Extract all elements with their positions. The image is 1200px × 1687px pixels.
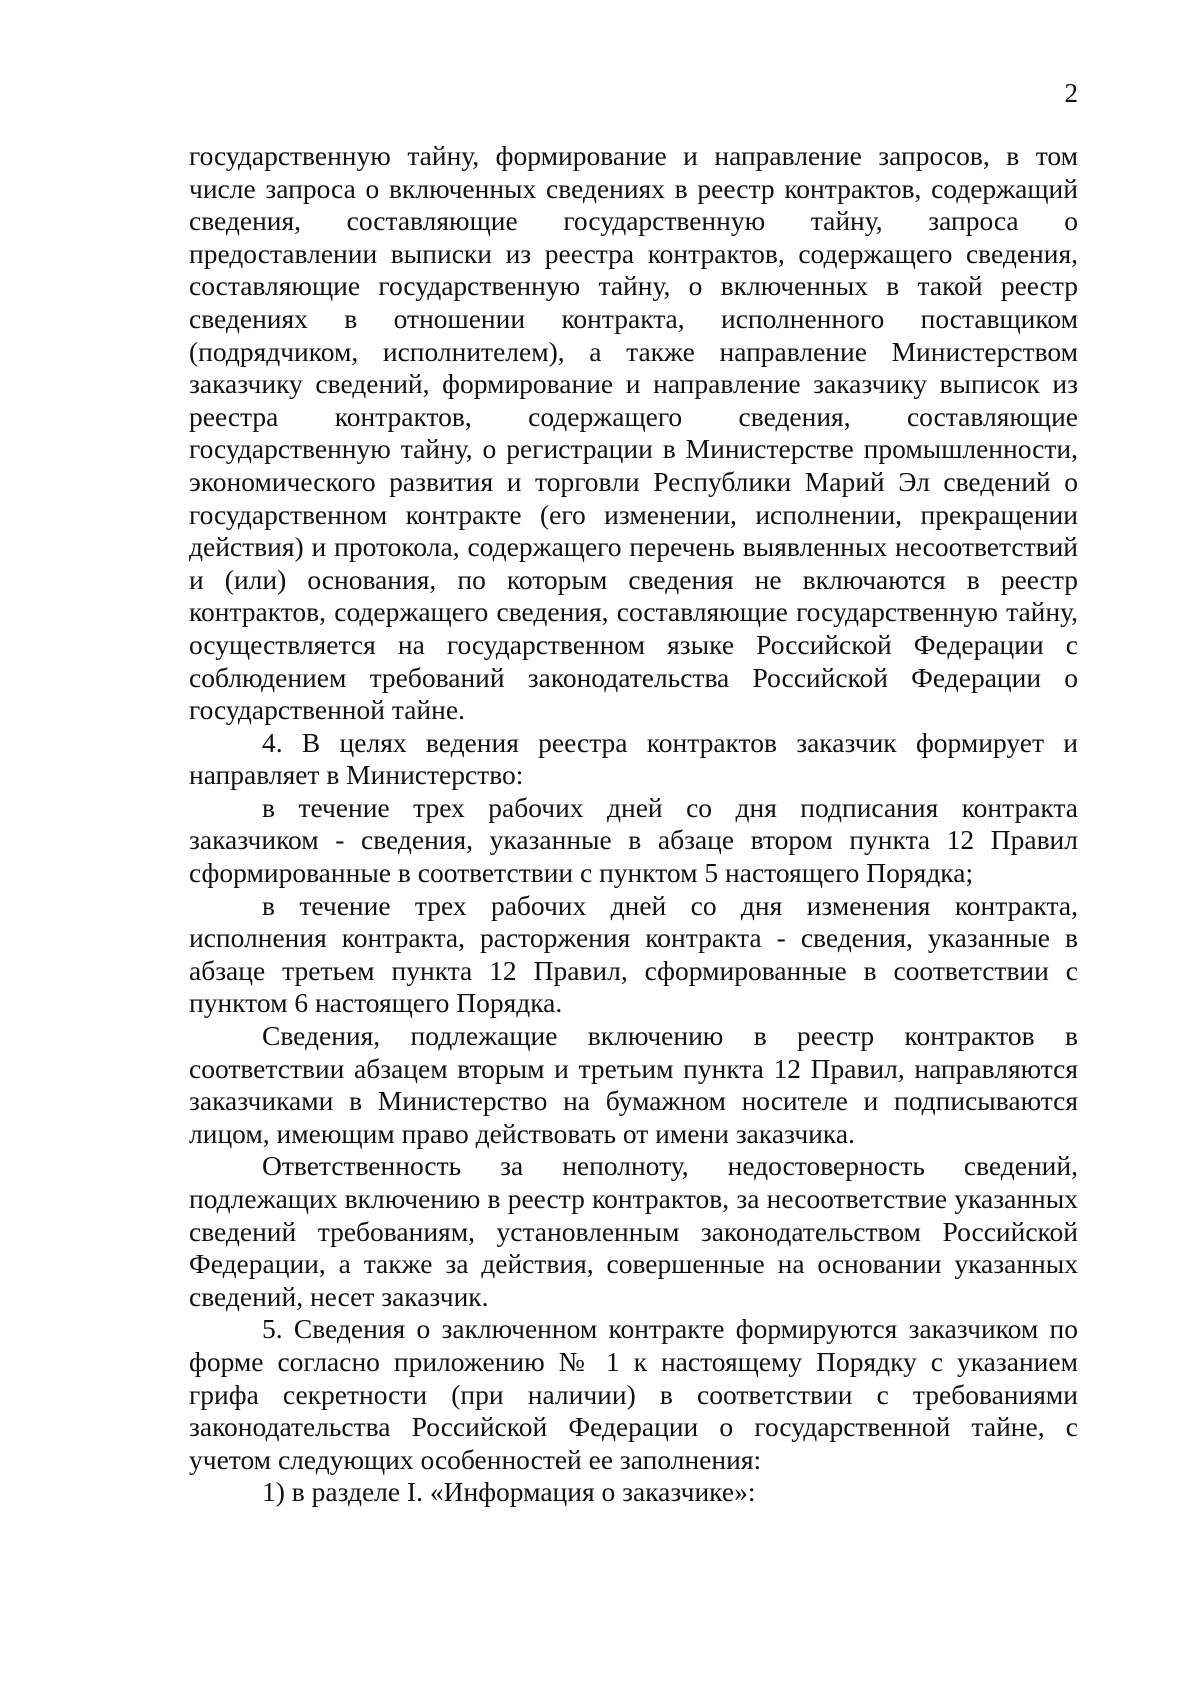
- paragraph-item-4: 4. В целях ведения реестра контрактов заказчик формирует и направляет в Министерство:: [189, 726, 1078, 791]
- paragraph-paper-submission: Сведения, подлежащие включению в реестр контрактов в соответствии абзацем вторым и третьим пункта 12 Правил, направляются заказчиками в Министерство на бумажном носителе и подписываются лицом, имеющим право действовать от имени заказчика.: [189, 1020, 1078, 1149]
- paragraph-section-1-heading: 1) в разделе I. «Информация о заказчике»:: [262, 1476, 756, 1508]
- paragraph-state-secret-requests: государственную тайну, формирование и направление запросов, в том числе запроса о включенных сведениях в реестр контрактов, содержащий сведения, составляющие государственную тайну, запроса о предоставлении выписки из реестра контрактов, содержащего сведения, составляющие государственную тайну, о включенных в такой реестр сведениях в отношении контракта, исполненного поставщиком (подрядчиком, исполнителем), а также направление Министерством заказчику сведений, формирование и направление заказчику выписок из реестра контрактов, содержащего сведения, составляющие государственную тайну, о регистрации в Министерстве промышленности, экономического развития и торговли Республики Марий Эл сведений о государственном контракте (его изменении, исполнении, прекращении действия) и протокола, содержащего перечень выявленных несоответствий и (или) основания, по которым сведения не включаются в реестр контрактов, содержащего сведения, составляющие государственную тайну, осуществляется на государственном языке Российской Федерации с соблюдением требований законодательства Российской Федерации о государственной тайне.: [189, 140, 1078, 726]
- document-body: [189, 140, 1078, 1509]
- paragraph-responsibility: Ответственность за неполноту, недостоверность сведений, подлежащих включению в реестр контрактов, за несоответствие указанных сведений требованиям, установленным законодательством Российской Федерации, а также за действия, совершенные на основании указанных сведений, несет заказчик.: [189, 1150, 1078, 1312]
- paragraph-item-5: 5. Сведения о заключенном контракте формируются заказчиком по форме согласно приложению № 1 к настоящему Порядку с указанием грифа секретности (при наличии) в соответствии с требованиями законодательства Российской Федерации о государственной тайне, с учетом следующих особенностей ее заполнения:: [189, 1313, 1078, 1475]
- paragraph-change-deadline: в течение трех рабочих дней со дня изменения контракта, исполнения контракта, расторжения контракта - сведения, указанные в абзаце третьем пункта 12 Правил, сформированные в соответствии с пунктом 6 настоящего Порядка.: [189, 889, 1078, 1019]
- page-number: 2: [1064, 78, 1078, 108]
- paragraph-signing-deadline: в течение трех рабочих дней со дня подписания контракта заказчиком - сведения, указанные в абзаце втором пункта 12 Правил сформированные в соответствии с пунктом 5 настоящего Порядка;: [189, 791, 1078, 889]
